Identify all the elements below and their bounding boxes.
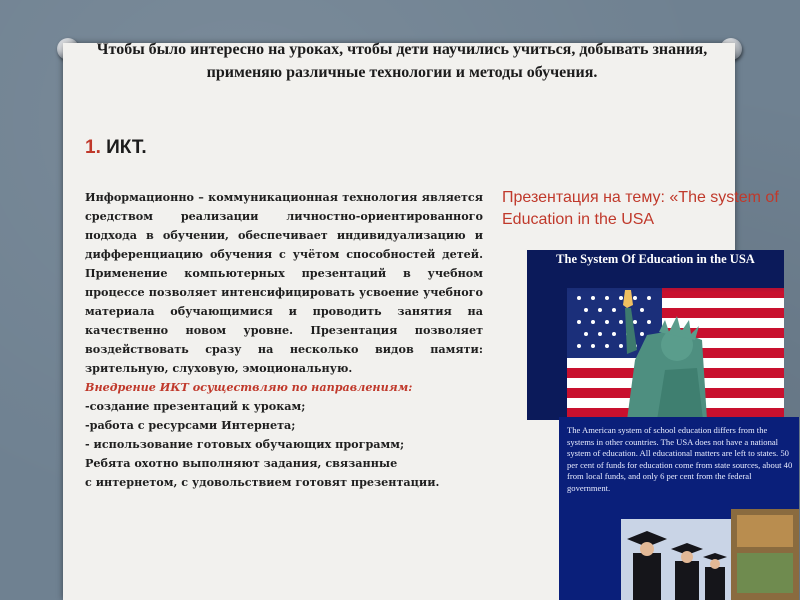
slide-thumbnail-title[interactable] [527, 250, 784, 420]
body-text [85, 188, 483, 492]
slide-title: The System Of Education in the USA [556, 252, 755, 266]
graduates-photo-image [621, 509, 799, 600]
closing-line: Ребята охотно выполняют задания, связанные [85, 456, 398, 470]
body-paragraph: Информационно – коммуникационная технология является средством реализации личностно-ориентированного подхода в обучении, обеспечивает индивидуализацию и дифференциацию обучения с учётом способностей детей. Применение компьютерных презентаций в учебном процессе позволяет интенсифицировать усвоение учебного материала обучающимися и проводить занятия на качественно новом уровне. Презентация позволяет воздействовать сразу на несколько видов памяти: зрительную, слуховую, эмоциональную. [85, 190, 483, 375]
section-number: 1. [85, 137, 101, 158]
closing-line: с интернетом, с удовольствием готовят презентации. [85, 475, 440, 489]
section-name: ИКТ. [100, 137, 147, 158]
list-item: -работа с ресурсами Интернета; [85, 418, 296, 432]
section-heading [85, 137, 147, 159]
slide-thumbnail-text[interactable] [559, 417, 799, 600]
presentation-caption: Презентация на тему: «The system of Education in the USA [502, 189, 779, 228]
usa-flag-liberty-image [527, 250, 784, 420]
slide-text: The American system of school education differs from the systems in other countries. The USA does not have a national system of education. All educational matters are left to states. 50 per cent of funds for education come from state sources, about 40 from local funds, and only 6 per cent from the federal government. [567, 425, 793, 493]
directions-heading: Внедрение ИКТ осуществляю по направлениям: [85, 380, 413, 394]
list-item: - использование готовых обучающих программ; [85, 437, 405, 451]
page-title: Чтобы было интересно на уроках, чтобы дети научились учиться, добывать знания, применяю различные технологии и методы обучения. [96, 41, 708, 81]
list-item: -создание презентаций к урокам; [85, 399, 306, 413]
